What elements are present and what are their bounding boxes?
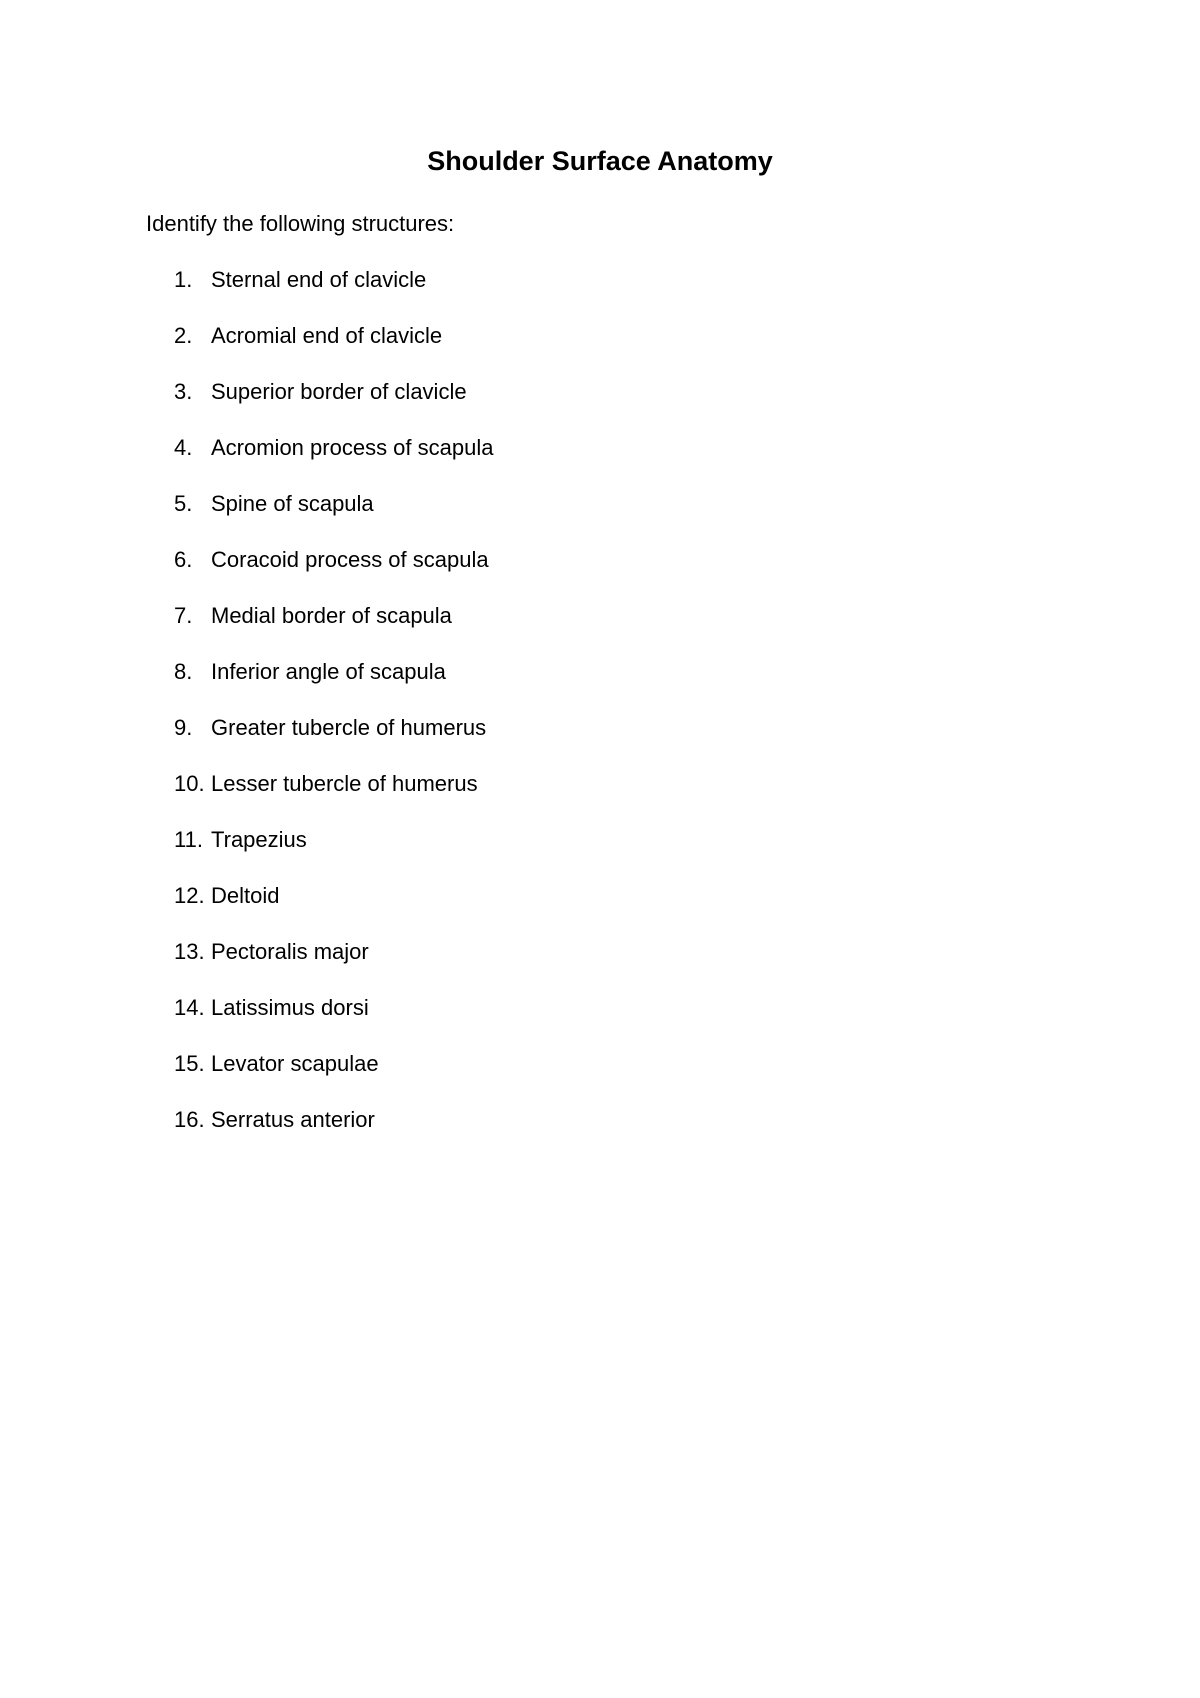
list-item xyxy=(0,434,700,490)
list-item-number: 1. xyxy=(174,267,193,292)
page-title: Shoulder Surface Anatomy xyxy=(427,146,773,176)
list-item xyxy=(0,602,700,658)
list-item xyxy=(0,378,700,434)
list-item xyxy=(0,994,700,1050)
list-item xyxy=(0,938,700,994)
list-item-number: 5. xyxy=(174,491,193,516)
list-item-number: 8. xyxy=(174,659,193,684)
list-item-number: 6. xyxy=(174,547,193,572)
list-item xyxy=(0,546,700,602)
list-item-number: 4. xyxy=(174,435,193,460)
list-item-text: Inferior angle of scapula xyxy=(211,659,446,684)
list-item-number: 10. xyxy=(174,771,205,796)
list-item-number: 2. xyxy=(174,323,193,348)
list-item-number: 15. xyxy=(174,1051,205,1076)
list-item-number: 11. xyxy=(174,827,203,852)
list-item xyxy=(0,322,700,378)
list-item xyxy=(0,266,700,322)
list-item-text: Latissimus dorsi xyxy=(211,995,369,1020)
list-item-number: 16. xyxy=(174,1107,205,1132)
list-item-text: Trapezius xyxy=(211,827,307,852)
list-item-number: 12. xyxy=(174,883,205,908)
list-item xyxy=(0,882,700,938)
list-item-number: 3. xyxy=(174,379,193,404)
list-item-number: 13. xyxy=(174,939,205,964)
list-item-number: 7. xyxy=(174,603,193,628)
list-item-text: Pectoralis major xyxy=(211,939,369,964)
list-item-text: Lesser tubercle of humerus xyxy=(211,771,478,796)
list-item-text: Superior border of clavicle xyxy=(211,379,467,404)
list-item-text: Deltoid xyxy=(211,883,280,908)
intro-text: Identify the following structures: xyxy=(146,211,455,236)
list-item xyxy=(0,658,700,714)
list-item xyxy=(0,770,700,826)
list-item-text: Spine of scapula xyxy=(211,491,374,516)
list-item-text: Acromial end of clavicle xyxy=(211,323,443,348)
list-item xyxy=(0,490,700,546)
list-item-text: Medial border of scapula xyxy=(211,603,452,628)
list-item-text: Levator scapulae xyxy=(211,1051,379,1076)
structure-list xyxy=(0,266,700,1162)
list-item xyxy=(0,826,700,882)
list-item-text: Serratus anterior xyxy=(211,1107,375,1132)
list-item xyxy=(0,1050,700,1106)
list-item-number: 9. xyxy=(174,715,193,740)
list-item xyxy=(0,1106,700,1162)
list-item-text: Acromion process of scapula xyxy=(211,435,494,460)
list-item xyxy=(0,714,700,770)
list-item-number: 14. xyxy=(174,995,205,1020)
list-item-text: Coracoid process of scapula xyxy=(211,547,489,572)
list-item-text: Sternal end of clavicle xyxy=(211,267,427,292)
list-item-text: Greater tubercle of humerus xyxy=(211,715,487,740)
